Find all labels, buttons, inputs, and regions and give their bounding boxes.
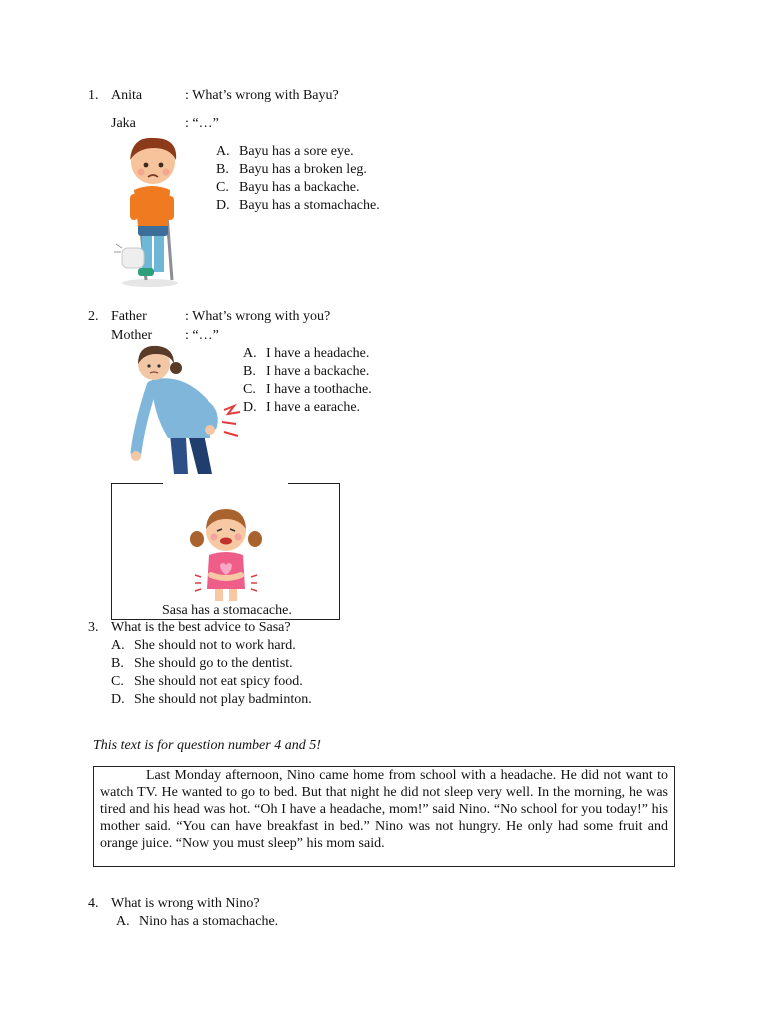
- dialogue-line: : What’s wrong with you?: [185, 309, 331, 324]
- option-text: Bayu has a sore eye.: [239, 144, 354, 159]
- woman-backache-icon: [112, 342, 252, 474]
- option-text: She should not play badminton.: [134, 692, 312, 707]
- option-text: I have a toothache.: [266, 382, 372, 397]
- option-text: She should not to work hard.: [134, 638, 296, 653]
- passage-intro: This text is for question number 4 and 5!: [93, 738, 321, 753]
- option-letter: B.: [216, 162, 229, 177]
- option-text: Bayu has a broken leg.: [239, 162, 367, 177]
- option-text: I have a earache.: [266, 400, 361, 415]
- option-text: I have a backache.: [266, 364, 370, 379]
- question-number: 1.: [88, 88, 99, 103]
- option-text: Bayu has a stomachache.: [239, 198, 380, 213]
- picture-frame: [111, 483, 340, 620]
- option-letter: C.: [216, 180, 229, 195]
- speaker-name: Anita: [111, 88, 143, 103]
- dialogue-line: : What’s wrong with Bayu?: [185, 88, 339, 103]
- question-number: 3.: [88, 620, 99, 635]
- option-letter: D.: [111, 692, 125, 707]
- option-text: Nino has a stomachache.: [139, 914, 279, 929]
- question-number: 4.: [88, 896, 99, 911]
- option-text: I have a headache.: [266, 346, 370, 361]
- option-text: She should go to the dentist.: [134, 656, 293, 671]
- option-letter: D.: [216, 198, 230, 213]
- option-letter: D.: [243, 400, 257, 415]
- question-number: 2.: [88, 309, 99, 324]
- passage-text: Last Monday afternoon, Nino came home from school with a headache. He did not want to watch TV. He wanted to go to bed. But that night he did not sleep very well. In the morning, he was tired and his head was hot. “Oh I have a headache, mom!” said Nino. “No school for you today!” his mother said. “You can have breakfast in bed.” Nino was not hungry. He only had some fruit and orange juice. “Now you must sleep” his mom said.: [100, 768, 668, 851]
- speaker-name: Father: [111, 309, 147, 324]
- dialogue-line: : “…”: [185, 328, 219, 343]
- boy-on-crutches-icon: [108, 130, 188, 290]
- option-text: Bayu has a backache.: [239, 180, 360, 195]
- option-text: She should not eat spicy food.: [134, 674, 303, 689]
- picture-caption: Sasa has a stomacache.: [162, 603, 292, 618]
- dialogue-line: : “…”: [185, 116, 219, 131]
- option-letter: C.: [243, 382, 256, 397]
- speaker-name: Mother: [111, 328, 153, 343]
- girl-stomachache-icon: [189, 505, 263, 603]
- option-letter: A.: [216, 144, 230, 159]
- question-text: What is wrong with Nino?: [111, 896, 260, 911]
- option-letter: B.: [243, 364, 256, 379]
- reading-passage: [93, 766, 675, 867]
- option-letter: A.: [243, 346, 257, 361]
- speaker-name: Jaka: [111, 116, 136, 131]
- option-letter: C.: [111, 674, 124, 689]
- question-text: What is the best advice to Sasa?: [111, 620, 291, 635]
- option-letter: A.: [111, 638, 125, 653]
- option-letter: A.: [116, 914, 130, 929]
- option-letter: B.: [111, 656, 124, 671]
